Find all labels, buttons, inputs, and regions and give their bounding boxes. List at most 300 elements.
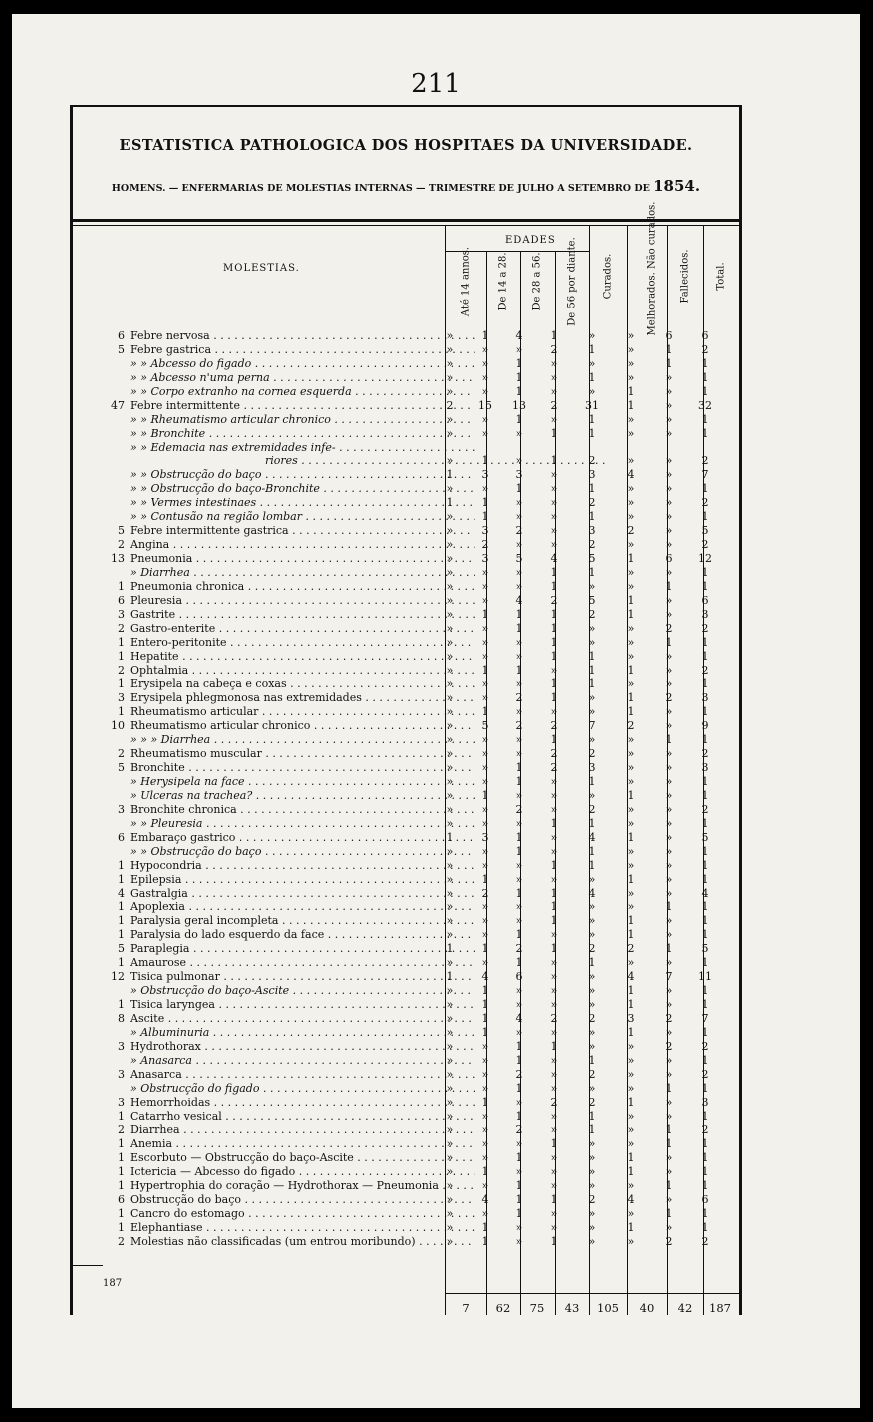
row-mel: » [627,579,635,593]
row-tot: 2 [701,538,709,552]
row-a4: 1 [550,649,558,663]
row-cur: 2 [588,747,596,761]
row-count: 1 [118,649,125,663]
row-a4: 1 [550,886,558,900]
row-mel: 1 [627,984,635,998]
row-tot: 1 [701,1025,709,1039]
row-a1: » [446,1095,454,1109]
row-tot: 2 [701,1123,709,1137]
row-tot: 1 [701,384,709,398]
row-a3: 2 [515,942,523,956]
row-tot: 2 [701,1234,709,1248]
table-row [103,1026,739,1040]
row-a1: » [446,719,454,733]
row-cur: » [588,900,596,914]
table-row [103,803,739,817]
row-fal: » [665,454,673,468]
total-curados: 105 [597,1301,619,1315]
row-tot: 1 [701,788,709,802]
row-tot: 1 [701,705,709,719]
row-a4: 1 [550,1234,558,1248]
row-cur: 1 [588,370,596,384]
row-disease: Apoplexia . . . [130,900,475,914]
row-a3: 1 [515,384,523,398]
table-row [103,650,739,664]
row-tot: 1 [701,426,709,440]
row-a3: 1 [515,663,523,677]
row-tot: 2 [701,747,709,761]
table-row [103,691,739,705]
row-a3: » [515,858,523,872]
row-a4: 2 [550,398,558,412]
row-fal: » [665,1193,673,1207]
row-disease: Hemorrhoidas . . . [130,1096,475,1110]
row-mel: 4 [627,468,635,482]
row-count: 1 [118,1165,125,1179]
row-cur: 1 [588,677,596,691]
row-tot: 1 [701,775,709,788]
row-a1: » [446,426,454,440]
row-tot: 1 [701,1109,709,1123]
row-fal: » [665,593,673,607]
row-a2: » [481,649,489,663]
row-cur: 2 [588,802,596,816]
table-row [103,1012,739,1026]
row-a2: 1 [481,1095,489,1109]
row-a4: 1 [550,914,558,928]
row-cur: 1 [588,1123,596,1137]
row-cur: 1 [588,412,596,426]
row-fal: » [665,788,673,802]
row-a3: » [515,635,523,649]
row-a1: » [446,565,454,579]
row-mel: » [627,538,635,552]
row-cur: 1 [588,426,596,440]
row-cur: » [588,1179,596,1193]
row-cur: » [588,914,596,928]
row-a4: 2 [550,719,558,733]
row-tot: 5 [701,942,709,956]
row-cur: 3 [588,761,596,775]
row-disease: Ophtalmia . . . [130,664,475,678]
row-fal: » [665,747,673,761]
row-a1: » [446,384,454,398]
row-fal: » [665,565,673,579]
table-row [103,413,739,427]
row-tot: 9 [701,719,709,733]
row-a2: 1 [481,607,489,621]
row-a3: » [515,984,523,998]
row-a4: 2 [550,1095,558,1109]
row-a2: » [481,844,489,858]
row-fal: » [665,1151,673,1165]
row-a4: 1 [550,329,558,342]
row-a4: 1 [550,454,558,468]
row-mel: 1 [627,663,635,677]
row-a4: 1 [550,816,558,830]
row-cur: » [588,928,596,942]
row-cur: » [588,970,596,984]
table-row [103,942,739,956]
row-a3: 1 [515,761,523,775]
row-mel: » [627,496,635,510]
row-fal: » [665,468,673,482]
table-row [103,1110,739,1124]
table-row [103,636,739,650]
row-tot: 1 [701,1053,709,1067]
row-a3: » [515,649,523,663]
row-disease: » » » Diarrhea . . . [130,733,475,747]
row-a2: » [481,761,489,775]
row-fal: » [665,426,673,440]
row-a1: » [446,1067,454,1081]
row-a2: » [481,412,489,426]
row-a4: » [550,510,558,524]
row-a1: » [446,635,454,649]
row-disease: » Obstrucção do figado . . . [130,1082,475,1096]
row-a2: 15 [478,398,492,412]
row-count: 1 [118,872,125,886]
row-a2: 2 [481,886,489,900]
row-mel: » [627,565,635,579]
row-fal: » [665,844,673,858]
row-count: 2 [118,663,125,677]
row-a1: » [446,649,454,663]
row-disease: Pneumonia chronica . . . [130,580,475,594]
total-age1: 7 [462,1301,470,1315]
row-a3: 1 [515,607,523,621]
row-a4: 2 [550,593,558,607]
row-tot: 2 [701,1039,709,1053]
row-cur: » [588,705,596,719]
row-fal: » [665,496,673,510]
row-mel: 1 [627,1025,635,1039]
row-a4: » [550,663,558,677]
row-disease: Ictericia — Abcesso do figado . . . [130,1165,475,1179]
row-a3: » [515,1221,523,1234]
row-a3: 1 [515,1081,523,1095]
table-row [103,1221,739,1235]
grand-total-left: 187 [103,1278,123,1289]
table-row [103,914,739,928]
row-mel: » [627,844,635,858]
row-fal: » [665,816,673,830]
row-fal: » [665,607,673,621]
row-mel: 1 [627,830,635,844]
row-a1: » [446,621,454,635]
row-a3: 1 [515,775,523,788]
row-a4: » [550,1221,558,1234]
row-fal: 1 [665,579,673,593]
row-a3: 1 [515,1109,523,1123]
row-disease: » Ulceras na trachea? . . . [130,789,475,803]
row-cur: 1 [588,663,596,677]
row-disease: Paralysia geral incompleta . . . [130,914,475,928]
row-mel: » [627,329,635,342]
row-a2: » [481,1081,489,1095]
row-mel: » [627,1039,635,1053]
row-disease: Febre intermittente gastrica . . . [130,524,475,538]
row-fal: » [665,370,673,384]
row-disease: » » Abcesso do figado . . . [130,357,475,371]
row-tot: 1 [701,370,709,384]
row-fal: 2 [665,1039,673,1053]
row-fal: 6 [665,552,673,565]
row-cur: 5 [588,593,596,607]
row-a1: » [446,1025,454,1039]
subtitle-year: 1854. [653,177,701,195]
row-tot: 1 [701,858,709,872]
row-mel: 2 [627,719,635,733]
row-disease: » » Pleuresia . . . [130,817,475,831]
row-fal: 1 [665,1179,673,1193]
row-fal: » [665,956,673,970]
row-a1: » [446,747,454,761]
row-mel: » [627,454,635,468]
row-mel: 1 [627,788,635,802]
row-cur: » [588,1081,596,1095]
row-tot: 6 [701,593,709,607]
row-a3: » [515,538,523,552]
row-disease: » » Obstrucção do baço-Bronchite . . . [130,482,475,496]
row-cur: » [588,329,596,342]
row-fal: 1 [665,1207,673,1221]
row-disease: Obstrucção do baço . . . [130,1193,475,1207]
row-fal: » [665,775,673,788]
row-fal: » [665,858,673,872]
row-a4: » [550,802,558,816]
row-cur: 1 [588,775,596,788]
row-disease: » Anasarca . . . [130,1054,475,1068]
row-mel: » [627,747,635,761]
row-a3: » [515,426,523,440]
table-row [103,482,739,496]
row-disease: » » Abcesso n'uma perna . . . [130,371,475,385]
row-fal: » [665,1165,673,1179]
row-count: 6 [118,1193,125,1207]
row-cur: 2 [588,1193,596,1207]
table-title: ESTATISTICA PATHOLOGICA DOS HOSPITAES DA UNIVERSIDADE. [119,137,693,154]
row-mel: » [627,677,635,691]
row-a3: 1 [515,621,523,635]
row-disease: Catarrho vesical . . . [130,1110,475,1124]
subtitle-text: HOMENS. — ENFERMARIAS DE MOLESTIAS INTERNAS — TRIMESTRE DE JULHO A SETEMBRO DE [111,183,650,194]
row-a3: 2 [515,691,523,705]
row-mel: 2 [627,524,635,538]
row-cur: » [588,1039,596,1053]
row-disease: Paralysia do lado esquerdo da face . . . [130,928,475,942]
table-row [103,538,739,552]
row-tot: 3 [701,1095,709,1109]
row-disease: Rheumatismo muscular . . . [130,747,475,761]
row-disease: » Diarrhea . . . [130,566,475,580]
row-mel: » [627,1207,635,1221]
row-fal: » [665,663,673,677]
table-row [103,1207,739,1221]
row-cur: 1 [588,1053,596,1067]
row-a1: » [446,900,454,914]
row-fal: 6 [665,329,673,342]
row-count: 5 [118,761,125,775]
row-a4: » [550,928,558,942]
table-row [103,1193,739,1207]
row-a1: » [446,579,454,593]
row-fal: » [665,1221,673,1234]
row-a4: » [550,538,558,552]
row-mel: » [627,775,635,788]
row-tot: 1 [701,914,709,928]
row-tot: 1 [701,872,709,886]
row-tot: 6 [701,329,709,342]
row-a3: » [515,579,523,593]
row-a2: 1 [481,998,489,1011]
row-disease: Rheumatismo articular . . . [130,705,475,719]
row-mel: 1 [627,607,635,621]
row-count: 8 [118,1011,125,1025]
row-mel: 3 [627,1011,635,1025]
row-fal: 1 [665,1081,673,1095]
row-a3: » [515,454,523,468]
row-a1: » [446,1207,454,1221]
row-cur: 2 [588,1011,596,1025]
row-fal: 1 [665,342,673,356]
row-tot: 1 [701,928,709,942]
table-row [103,1040,739,1054]
row-fal: 1 [665,1137,673,1151]
row-a4: 2 [550,747,558,761]
row-a4: » [550,370,558,384]
row-tot: 3 [701,761,709,775]
row-mel: » [627,356,635,370]
row-a2: 2 [481,538,489,552]
row-fal: » [665,412,673,426]
row-a4: » [550,496,558,510]
row-a4: 1 [550,677,558,691]
header-total: Total. [715,262,727,291]
row-a3: » [515,872,523,886]
row-a2: 1 [481,788,489,802]
table-row [103,817,739,831]
row-fal: » [665,482,673,496]
table-row [103,664,739,678]
row-mel: » [627,1234,635,1248]
row-a1: » [446,858,454,872]
row-disease: Paraplegia . . . [130,942,475,956]
row-a4: » [550,468,558,482]
row-cur: 1 [588,858,596,872]
row-a4: 1 [550,621,558,635]
row-cur: 1 [588,844,596,858]
row-a3: » [515,900,523,914]
row-count: 47 [111,398,125,412]
row-cur: 2 [588,1095,596,1109]
table-row [103,608,739,622]
row-mel: » [627,886,635,900]
row-a3: » [515,1137,523,1151]
table-row [103,441,739,455]
row-cur: 2 [588,1067,596,1081]
row-a1: » [446,1039,454,1053]
row-a1: » [446,691,454,705]
row-a3: 1 [515,356,523,370]
header-fallecidos: Fallecidos. [679,249,691,304]
row-a4: » [550,998,558,1011]
row-cur: » [588,621,596,635]
row-disease: Hydrothorax . . . [130,1040,475,1054]
row-cur: 1 [588,342,596,356]
row-tot: 12 [698,552,712,565]
row-mel: » [627,816,635,830]
row-disease: Entero-peritonite . . . [130,636,475,650]
header-curados: Curados. [602,253,614,300]
row-fal: 7 [665,970,673,984]
header-molestias: MOLESTIAS. [223,263,300,274]
row-a1: » [446,1165,454,1179]
row-tot: 1 [701,565,709,579]
row-disease: Elephantiase . . . [130,1221,475,1235]
row-a1: » [446,705,454,719]
row-a3: 1 [515,1151,523,1165]
row-a1: » [446,677,454,691]
row-cur: 31 [585,398,599,412]
table-frame [70,105,742,1315]
row-disease: Febre gastrica . . . [130,343,475,357]
row-count: 3 [118,802,125,816]
row-a2: 4 [481,970,489,984]
row-tot: 1 [701,482,709,496]
row-mel: » [627,1109,635,1123]
row-cur: » [588,356,596,370]
row-a2: 1 [481,510,489,524]
row-count: 2 [118,1123,125,1137]
row-a3: 1 [515,1193,523,1207]
row-a3: 5 [515,552,523,565]
row-a4: 1 [550,579,558,593]
row-a1: » [446,844,454,858]
row-mel: 1 [627,1221,635,1234]
table-row [103,984,739,998]
row-tot: 1 [701,510,709,524]
row-count: 1 [118,914,125,928]
row-a3: » [515,510,523,524]
row-a4: » [550,1025,558,1039]
row-mel: 1 [627,398,635,412]
row-disease: Escorbuto — Obstrucção do baço-Ascite . . . [130,1151,475,1165]
row-a2: » [481,384,489,398]
row-a3: 4 [515,593,523,607]
row-a4: 1 [550,900,558,914]
row-a4: 1 [550,1193,558,1207]
row-disease: Gastralgia . . . [130,887,475,901]
row-fal: 1 [665,942,673,956]
row-a4: 1 [550,426,558,440]
row-a4: » [550,830,558,844]
table-row [103,1165,739,1179]
row-a3: 13 [512,398,526,412]
table-row [103,385,739,399]
row-a2: » [481,1179,489,1193]
table-row [103,747,739,761]
row-a3: » [515,496,523,510]
row-a3: 3 [515,468,523,482]
row-a2: 1 [481,1025,489,1039]
row-a3: 1 [515,1039,523,1053]
table-row [103,1179,739,1193]
row-disease: » » Corpo extranho na cornea esquerda . . . [130,385,475,399]
row-a2: » [481,816,489,830]
row-a4: » [550,1081,558,1095]
row-a2: » [481,482,489,496]
